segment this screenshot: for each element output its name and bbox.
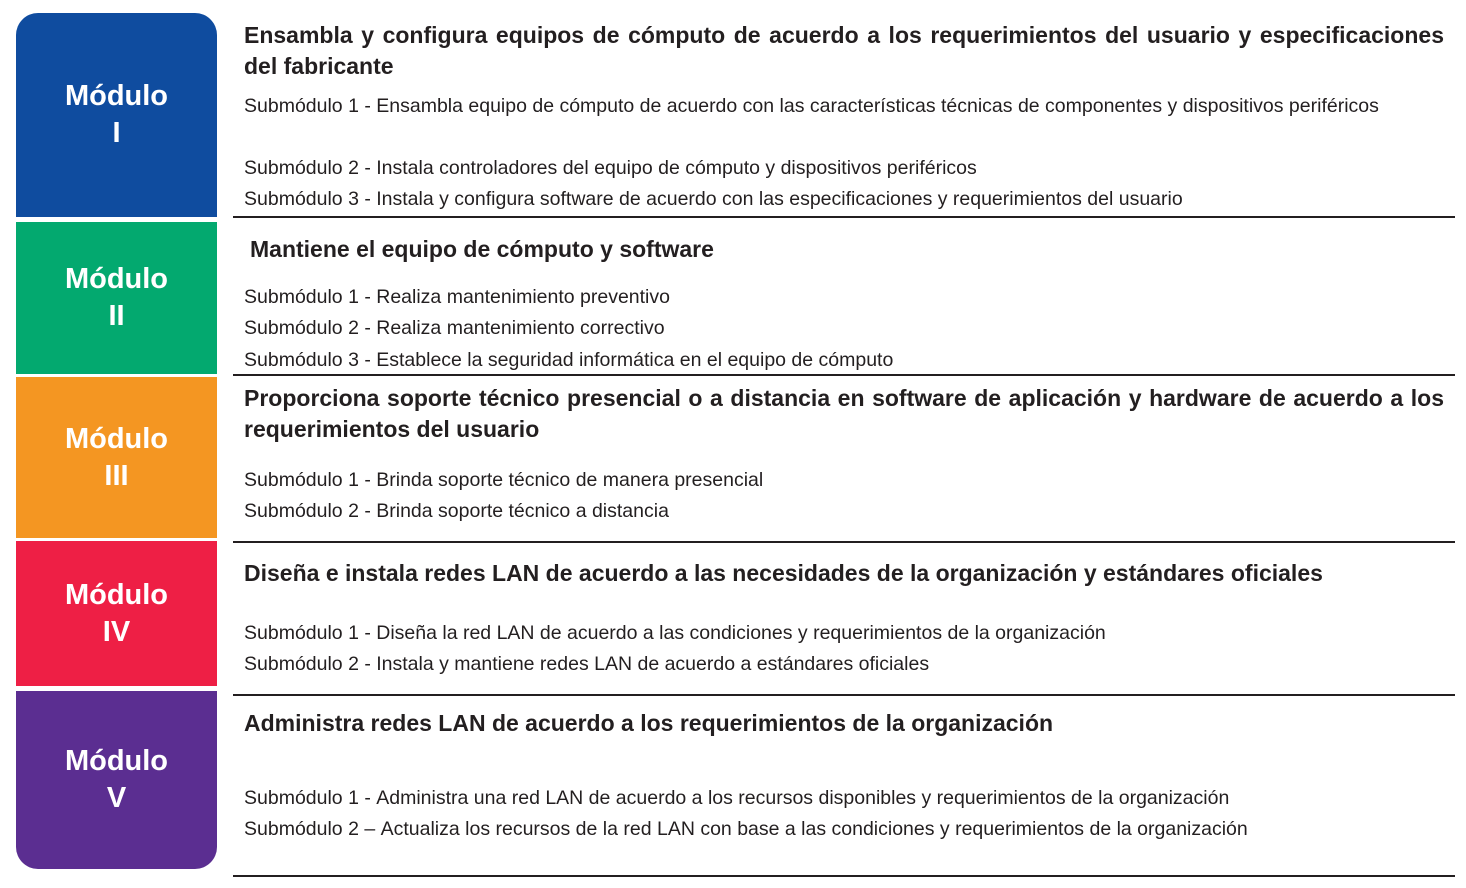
module-1-submodule-2 bbox=[244, 153, 1444, 184]
submodule-prefix: Submódulo 1 - bbox=[244, 469, 377, 491]
module-4-numeral: IV bbox=[102, 615, 131, 648]
module-3-label: Módulo bbox=[64, 422, 169, 455]
submodule-text: Establece la seguridad informática en el equipo de cómputo bbox=[376, 349, 894, 371]
submodule-text: Actualiza los recursos de la red LAN con base a las condiciones y requerimientos de la organización bbox=[380, 818, 1248, 840]
submodule-text: Administra una red LAN de acuerdo a los recursos disponibles y requerimientos de la organización bbox=[376, 787, 1230, 809]
submodule-prefix: Submódulo 2 - bbox=[244, 317, 377, 339]
submodule-prefix: Submódulo 1 - bbox=[244, 95, 377, 117]
module-2-submodule-1 bbox=[244, 282, 1444, 313]
module-2-label: Módulo bbox=[64, 263, 169, 295]
module-2-badge bbox=[16, 222, 217, 374]
submodule-text: Diseña la red LAN de acuerdo a las condiciones y requerimientos de la organización bbox=[376, 622, 1106, 644]
module-4-label: Módulo bbox=[64, 578, 169, 611]
module-5-title: Administra redes LAN de acuerdo a los requerimientos de la organización bbox=[244, 710, 1054, 736]
submodule-text: Realiza mantenimiento preventivo bbox=[376, 286, 670, 308]
submodule-prefix: Submódulo 2 - bbox=[244, 653, 377, 675]
module-2-submodule-3 bbox=[244, 345, 1444, 376]
module-1-numeral: I bbox=[112, 117, 121, 149]
module-5-label: Módulo bbox=[64, 745, 169, 777]
module-4-title: Diseña e instala redes LAN de acuerdo a las necesidades de la organización y estándares oficiales bbox=[244, 560, 1323, 586]
submodule-text: Instala controladores del equipo de cómputo y dispositivos periféricos bbox=[376, 157, 977, 179]
submodule-prefix: Submódulo 1 - bbox=[244, 286, 377, 308]
module-5-divider bbox=[233, 875, 1455, 877]
module-4-divider bbox=[233, 694, 1455, 696]
module-2-title: Mantiene el equipo de cómputo y software bbox=[250, 236, 714, 262]
module-1-divider bbox=[233, 216, 1455, 218]
submodule-prefix: Submódulo 2 – bbox=[244, 818, 381, 840]
submodule-prefix: Submódulo 1 - bbox=[244, 787, 377, 809]
module-1-title: Ensambla y configura equipos de cómputo de acuerdo a los requerimientos del usuario y especificaciones del fabricante bbox=[244, 22, 1444, 79]
module-5-numeral: V bbox=[106, 782, 127, 814]
submodule-prefix: Submódulo 1 - bbox=[244, 622, 377, 644]
module-1-badge bbox=[16, 13, 217, 217]
module-4-submodule-2 bbox=[244, 649, 1444, 680]
submodule-text: Instala y configura software de acuerdo con las especificaciones y requerimientos del usuario bbox=[376, 188, 1183, 210]
submodule-text: Brinda soporte técnico a distancia bbox=[376, 500, 669, 522]
module-4-badge bbox=[16, 541, 217, 686]
module-1-submodule-1 bbox=[244, 91, 1444, 122]
module-2-divider bbox=[233, 374, 1455, 376]
submodule-prefix: Submódulo 3 - bbox=[244, 349, 377, 371]
module-3-submodule-1 bbox=[244, 465, 1444, 496]
submodule-prefix: Submódulo 2 - bbox=[244, 157, 377, 179]
submodule-prefix: Submódulo 3 - bbox=[244, 188, 377, 210]
module-4-submodule-1 bbox=[244, 618, 1444, 649]
module-2-submodule-2 bbox=[244, 313, 1444, 344]
module-3-submodule-2 bbox=[244, 496, 1444, 527]
module-1-label: Módulo bbox=[64, 80, 169, 112]
submodule-text: Instala y mantiene redes LAN de acuerdo a estándares oficiales bbox=[376, 653, 930, 675]
module-3-divider bbox=[233, 541, 1455, 543]
submodule-text: Brinda soporte técnico de manera presencial bbox=[376, 469, 764, 491]
module-1-submodule-3 bbox=[244, 184, 1444, 215]
submodule-prefix: Submódulo 2 - bbox=[244, 500, 377, 522]
module-3-badge bbox=[16, 377, 217, 538]
module-3-title: Proporciona soporte técnico presencial o a distancia en software de aplicación y hardware de acuerdo a los requerimientos del usuario bbox=[244, 385, 1444, 442]
submodule-text: Ensambla equipo de cómputo de acuerdo con las características técnicas de componentes y dispositivos periféricos bbox=[376, 95, 1379, 117]
submodule-text: Realiza mantenimiento correctivo bbox=[376, 317, 665, 339]
module-5-submodule-1 bbox=[244, 783, 1444, 814]
module-5-badge bbox=[16, 691, 217, 869]
module-2-numeral: II bbox=[108, 300, 125, 332]
module-5-submodule-2 bbox=[244, 814, 1444, 845]
module-3-numeral: III bbox=[104, 459, 129, 492]
